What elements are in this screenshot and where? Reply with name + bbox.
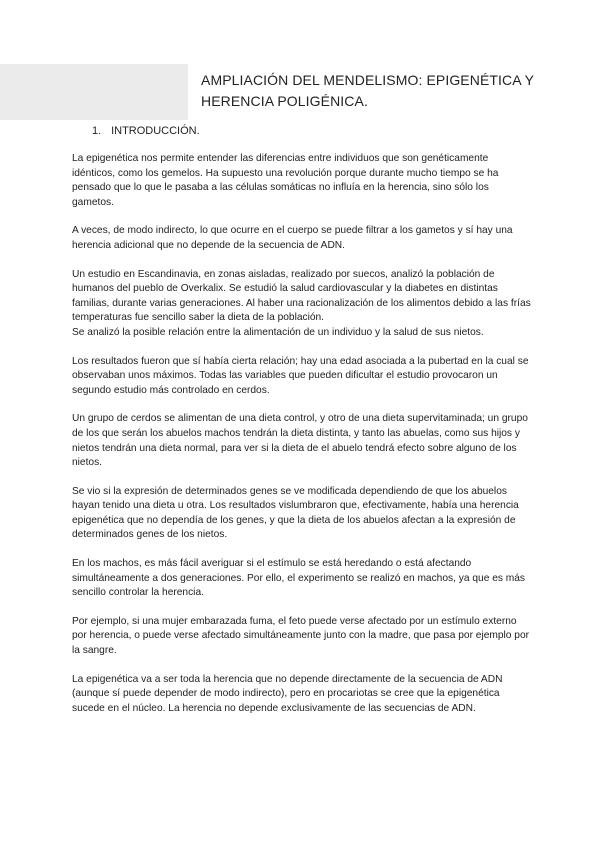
paragraph-epigenetica-herencia: La epigenética va a ser toda la herencia que no depende directamente de la secuencia de ADN (aunque sí puede depender de modo indirecto), pero en procariotas se cree que la epigenética sucede en el núcleo. La herencia no depende exclusivamente de las secuencias de ADN. xyxy=(72,673,503,714)
paragraph-ejemplo-embarazada: Por ejemplo, si una mujer embarazada fuma, el feto puede verse afectado por un estímulo externo por herencia, o puede verse afectado simultáneamente junto con la madre, que pasa por ejemplo por la sangre. xyxy=(72,615,530,657)
paragraph-resultados: Los resultados fueron que sí había cierta relación; hay una edad asociada a la pubertad en la cual se observaban unos máximos. Todas las variables que pueden dificultar el estudio provocaron un segundo estudio más controlado en cerdos. xyxy=(72,355,529,396)
document-title: AMPLIACIÓN DEL MENDELISMO: EPIGENÉTICA Y HERENCIA POLIGÉNICA. xyxy=(201,72,534,109)
paragraph-estudio-escandinavia-text: Un estudio en Escandinavia, en zonas aisladas, realizado por suecos, analizó la población de humanos del pueblo de Overkalix. Se estudió la salud cardiovascular y la diabetes en distintas familias, durante varias generaciones. Al haber una racionalización de los alimentos debido a las frías temperaturas fue sencillo saber la dieta de la población. xyxy=(72,268,531,324)
header-gray-block xyxy=(0,64,188,120)
section-heading-text: INTRODUCCIÓN. xyxy=(111,125,200,137)
section-heading xyxy=(92,124,200,138)
paragraph-grupo-cerdos: Un grupo de cerdos se alimentan de una dieta control, y otro de una dieta supervitaminada; un grupo de los que serán los abuelos machos tendrán la dieta distinta, y tanto las abuelas, como sus hijos y nietos tendrán una dieta normal, para ver si la dieta de el abuelo tendrá efecto sobre alguno de los nietos. xyxy=(72,413,528,469)
paragraph-relacion-alimentacion: Se analizó la posible relación entre la alimentación de un individuo y la salud de sus nietos. xyxy=(72,326,484,338)
paragraph-herencia-adicional: A veces, de modo indirecto, lo que ocurre en el cuerpo se puede filtrar a los gametos y sí hay una herencia adicional que no depende de la secuencia de ADN. xyxy=(72,225,513,251)
paragraph-estudio-escandinavia xyxy=(72,268,532,341)
paragraph-epigenetica-definicion: La epigenética nos permite entender las diferencias entre individuos que son genéticamente idénticos, como los gemelos. Ha supuesto una revolución porque durante mucho tiempo se ha pensado que lo que le pasaba a las células somáticas no influía en la herencia, sino sólo los gametos. xyxy=(72,153,499,208)
paragraph-expresion-genes: Se vio si la expresión de determinados genes se ve modificada dependiendo de que los abuelos hayan tenido una dieta u otra. Los resultados vislumbraron que, efectivamente, había una herencia epigenética que no dependía de los genes, y que la dieta de los abuelos afectan a la expresión de determinados genes de los nietos. xyxy=(72,485,519,541)
document-body xyxy=(72,152,532,730)
section-number: 1. xyxy=(92,125,102,137)
paragraph-machos: En los machos, es más fácil averiguar si el estímulo se está heredando o está afectando simultáneamente a dos generaciones. Por ello, el experimento se realizó en machos, ya que es más sencillo controlar la herencia. xyxy=(72,558,526,599)
